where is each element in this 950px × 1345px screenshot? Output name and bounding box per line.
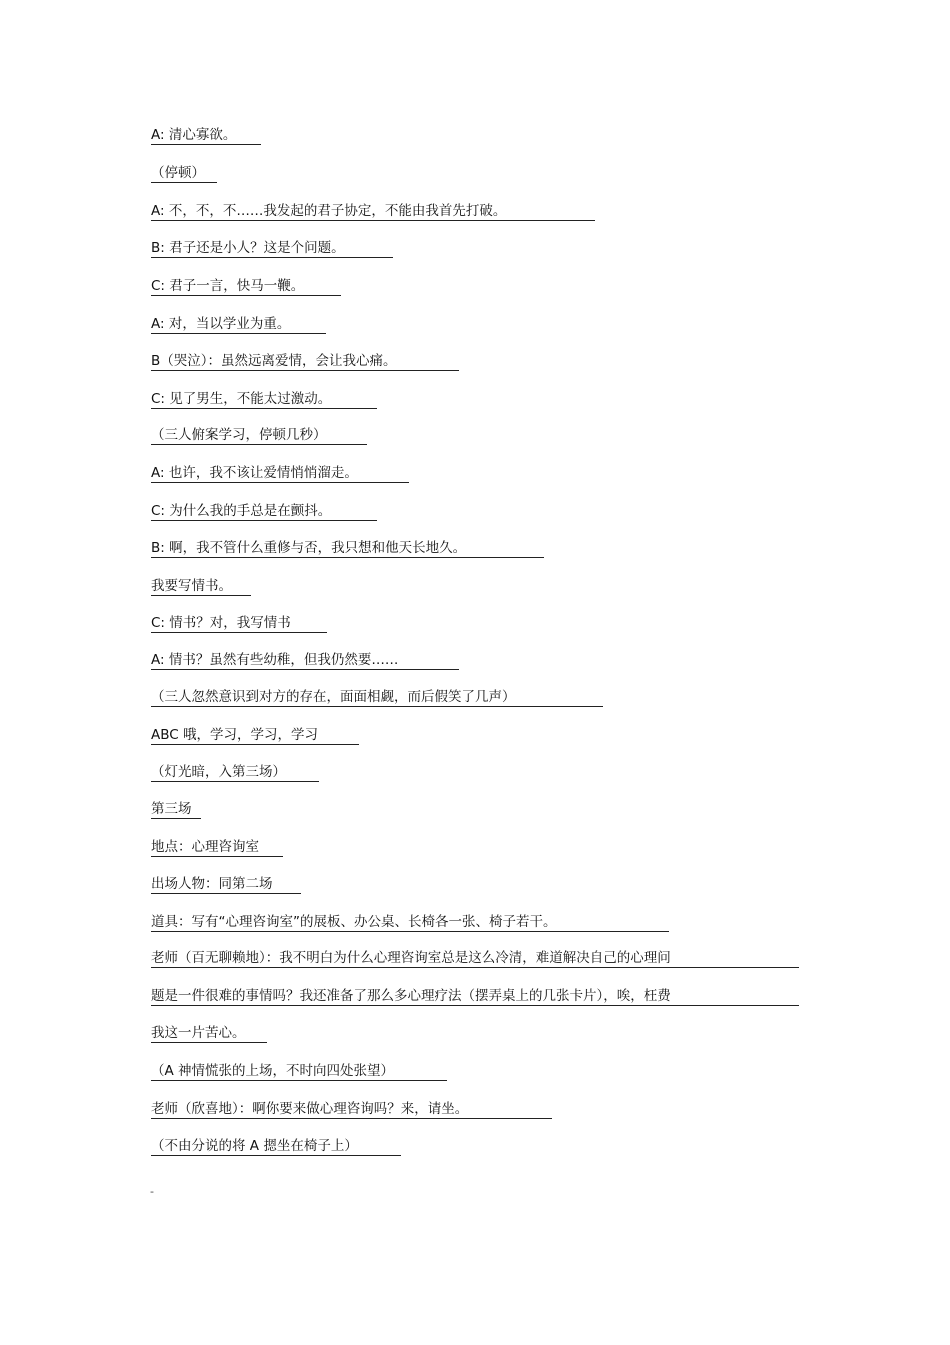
script-line-9: （三人俯案学习，停顿几秒） [151, 425, 367, 445]
script-line-17: ABC 哦，学习，学习，学习 [151, 725, 359, 745]
script-line-10: A: 也许，我不该让爱情悄悄溜走。 [151, 463, 409, 483]
script-line-28: （不由分说的将 A 摁坐在椅子上） [151, 1136, 401, 1156]
script-line-25: 我这一片苦心。 [151, 1023, 267, 1043]
script-line-1: A: 清心寡欲。 [151, 125, 261, 145]
script-line-26: （A 神情慌张的上场，不时向四处张望） [151, 1061, 447, 1081]
script-line-14: C: 情书？对，我写情书 [151, 613, 327, 633]
scene-heading: 第三场 [151, 799, 201, 819]
script-line-16: （三人忽然意识到对方的存在，面面相觑，而后假笑了几声） [151, 687, 603, 707]
script-line-21: 出场人物：同第二场 [151, 874, 301, 894]
script-line-3: A: 不，不，不……我发起的君子协定，不能由我首先打破。 [151, 201, 595, 221]
script-line-27: 老师（欣喜地）：啊你要来做心理咨询吗？来，请坐。 [151, 1099, 552, 1119]
script-line-23: 老师（百无聊赖地）：我不明白为什么心理咨询室总是这么冷清，难道解决自己的心理问 [151, 948, 799, 968]
script-line-6: A: 对，当以学业为重。 [151, 314, 326, 334]
script-line-2: （停顿） [151, 163, 217, 183]
script-line-18: （灯光暗，入第三场） [151, 762, 319, 782]
script-line-20: 地点：心理咨询室 [151, 837, 283, 857]
script-line-11: C: 为什么我的手总是在颤抖。 [151, 501, 377, 521]
script-line-15: A: 情书？虽然有些幼稚，但我仍然要…… [151, 650, 459, 670]
script-line-7: B（哭泣）：虽然远离爱情，会让我心痛。 [151, 351, 459, 371]
page-footer-mark: - [150, 1185, 154, 1198]
script-line-22: 道具：写有“心理咨询室”的展板、办公桌、长椅各一张、椅子若干。 [151, 912, 669, 932]
script-line-4: B: 君子还是小人？这是个问题。 [151, 238, 393, 258]
script-line-5: C: 君子一言，快马一鞭。 [151, 276, 341, 296]
script-line-12: B: 啊，我不管什么重修与否，我只想和他天长地久。 [151, 538, 544, 558]
script-line-13: 我要写情书。 [151, 576, 251, 596]
script-line-8: C: 见了男生，不能太过激动。 [151, 389, 377, 409]
script-line-24: 题是一件很难的事情吗？我还准备了那么多心理疗法（摆弄桌上的几张卡片），唉，枉费 [151, 986, 799, 1006]
